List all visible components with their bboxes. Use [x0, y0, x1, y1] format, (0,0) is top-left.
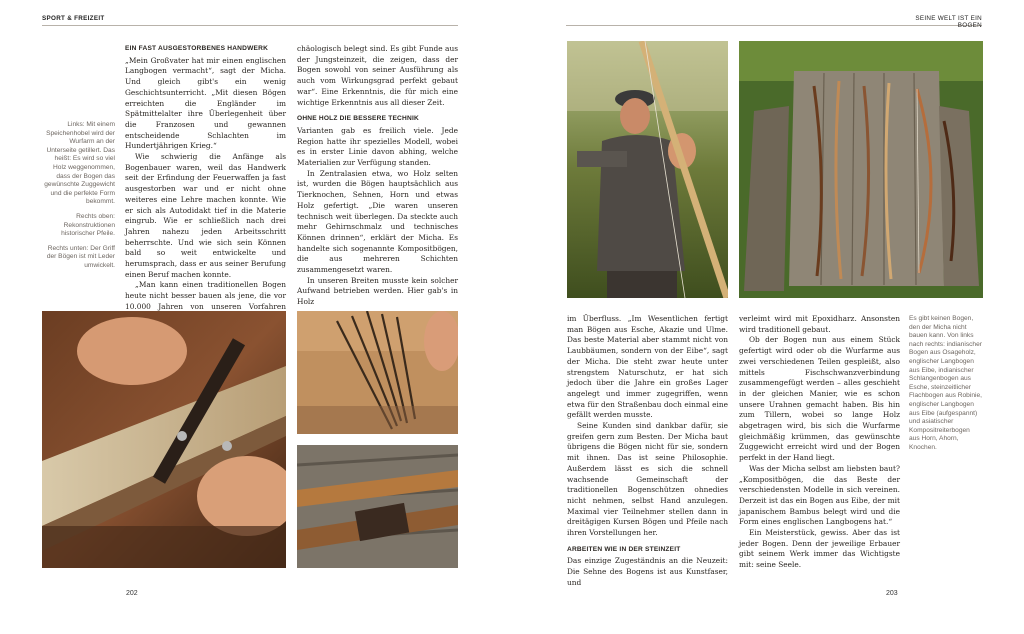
left-running-header: SPORT & FREIZEIT	[42, 15, 105, 22]
photo-archer-drawing-bow	[567, 41, 728, 298]
heading-steinzeit: ARBEITEN WIE IN DER STEINZEIT	[567, 545, 681, 553]
caption-tillering: Links: Mit einem Speichenhobel wird der Wurfarm an der Unterseite getillert. Das heißt: Es wird so viel Holz weggenommen, dass der Bogen das gewünschte Zuggewicht und die perfekte Form bekommt.	[44, 121, 115, 206]
paragraph: im Überfluss. „Im Wesentlichen fertigt man Bögen aus Esche, Akazie und Ulme. Das beste Material aber stammt nicht von Laubbäumen, sondern von der Eibe“, sagt der Micha. Die steht zwar heute unter strengstem Naturschutz, er hat sich jedoch über die Jahre ein großes Lager angelegt und immer zugegriffen, wenn etwa für den Straßenbau doch einmal eine gefällt werden musste.	[567, 314, 728, 420]
right-caption	[909, 315, 982, 459]
paragraph: Das einzige Zugeständnis an die Neuzeit: Die Sehne des Bogens ist aus Kunstfaser, und	[567, 556, 728, 587]
photo-historic-arrows	[297, 311, 458, 434]
heading-handwerk: EIN FAST AUSGESTORBENES HANDWERK	[125, 45, 269, 52]
paragraph: In Zentralasien etwa, wo Holz selten ist, wurden die Bögen hauptsächlich aus Tierknochen, Sehnen, Horn und etwas Holz gefertigt. „Die waren unseren technisch weit überlegen. Da steckte auch mehr Gehirnschmalz und technisches Können drinnen“, erklärt der Micha. Es handelte sich sogenannte Kompositbögen, die aus mehreren Schichten zusammengesetzt waren.	[297, 168, 458, 275]
caption-arrows: Rechts oben: Rekonstruktionen historischer Pfeile.	[61, 212, 115, 238]
paragraph: In unseren Breiten musste kein solcher Aufwand betrieben werden. Hier gab's in Holz	[297, 275, 458, 307]
left-header-rule	[42, 25, 458, 26]
paragraph: Seine Kunden sind dankbar dafür, sie greifen gern zum Besten. Der Micha baut übrigens die Bögen nicht für sie, sondern mit ihnen. Das ist seine Philosophie. Außerdem lässt es sich die schnell wachsende Gemeinschaft der traditionellen Bogenschützen ohnedies nicht nehmen, selbst Hand anzulegen. Maximal vier Teilnehmer stellen dann in dreitägigen Kursen Bögen und Pfeile nach ihren Vorstellungen her.	[567, 421, 728, 538]
left-captions	[42, 121, 115, 277]
paragraph: Was der Micha selbst am liebsten baut? „Kompositbögen, die das Beste der verschiedensten Modelle in sich vereinen. Derzeit ist das ein Bogen aus Eibe, der mit japanischem Bambus belegt wird und die Form eines englischen Langbogens hat.“	[739, 463, 900, 527]
paragraph: chäologisch belegt sind. Es gibt Funde aus der Jungsteinzeit, die zeigen, dass der Bogen sowohl von seiner Ausführung als auch vom Wirkungsgrad perfekt gebaut war“. Eine Erkenntnis, die für mich eine wichtige Erkenntnis aus all dieser Zeit.	[297, 44, 458, 107]
paragraph: „Man kann einen traditionellen Bogen heute nicht besser bauen als jene, die vor 10.000 Jahren von unseren Vorfahren	[125, 280, 286, 311]
caption-bow-types: Es gibt keinen Bogen, den der Micha nicht bauen kann. Von links nach rechts: indianischer Bogen aus Osageholz, englischer Langbogen aus Eibe, indianischer Schlangenbogen aus Esche, steinzeitlicher Flachbogen aus Robinie, englischer Langbogen aus Eibe (aufgespannt) und asiatischer Kompositreiterbogen aus Horn, Ahorn, Knochen.	[909, 315, 982, 451]
right-text-column-1	[567, 314, 728, 589]
left-text-column-1	[125, 44, 286, 334]
right-running-header: SEINE WELT IST EIN BOGEN	[915, 15, 982, 29]
photo-bow-collection-on-planks	[739, 41, 983, 298]
paragraph: Wie schwierig die Anfänge als Bogenbauer waren, weil das Handwerk seit der Erfindung der Feuerwaffen ja fast ausgestorben war und er nicht ohne weiteres eine Lehre machen konnte. Wie er sich als Autodidakt tief in die Materie eingrub. Wie er schließlich nach drei Jahren nahezu jeden Arbeitsschritt beherrschte. Und wie sich sein Können bald so weit entwickelte und herumsprach, dass er aus seiner Berufung einen Beruf machen konnte.	[125, 152, 286, 279]
left-text-column-2	[297, 44, 458, 308]
heading-ohne-holz: OHNE HOLZ DIE BESSERE TECHNIK	[297, 115, 419, 123]
photo-leather-grip	[297, 445, 458, 568]
paragraph: Ob der Bogen nun aus einem Stück gefertigt wird oder ob die Wurfarme aus zwei verschiedenen Teilen gespleißt, also mittels Fischschwanzverbindung zusammengefügt werden – alles geschieht in der gleichen Manier, wie es schon unsere Urahnen gemacht haben. Bis hin zum Tillern, wobei so lange Holz abgetragen wird, bis sich die Wurfarme gleichmäßig krümmen, das gewünschte Zuggewicht erreicht wird und der Bogen perfekt in der Hand liegt.	[739, 335, 900, 463]
paragraph: verleimt wird mit Epoxidharz. Ansonsten wird traditionell gebaut.	[739, 314, 900, 334]
photo-spokeshave-tillering	[42, 311, 286, 568]
right-text-column-2	[739, 314, 900, 571]
left-page-number: 202	[126, 590, 138, 597]
paragraph: Varianten gab es freilich viele. Jede Region hatte ihr spezielles Modell, wobei es in erster Linie davon abhing, welche Materialien zur Verfügung standen.	[297, 125, 458, 168]
caption-grip: Rechts unten: Der Griff der Bögen ist mit Leder umwickelt.	[46, 244, 115, 269]
paragraph: „Mein Großvater hat mir einen englischen Langbogen vermacht“, sagt der Micha. Und gleich gibt's ein wenig Geschichtsunterricht. „Mit diesen Bögen erreichten die Engländer im Spätmittelalter ihre Überlegenheit über die Franzosen und gewannen entscheidende Schlachten im Hundertjährigen Krieg.“	[125, 55, 286, 151]
paragraph: Ein Meisterstück, gewiss. Aber das ist jeder Bogen. Denn der jeweilige Erbauer gibt seinem Werk immer das Wichtigste mit: seine Seele.	[739, 528, 900, 570]
right-page-number: 203	[886, 590, 898, 597]
